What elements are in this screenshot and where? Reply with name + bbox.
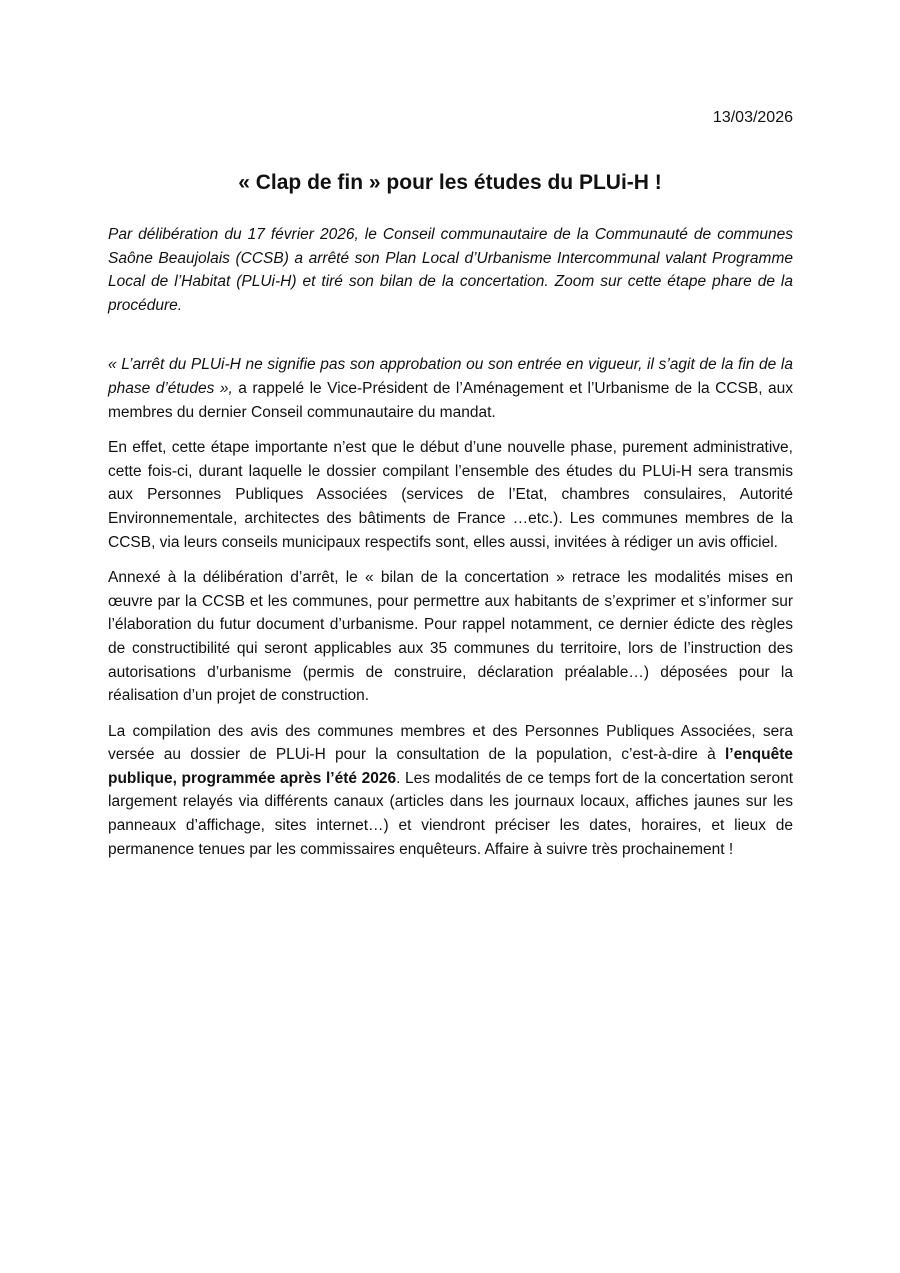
quote-text: « L’arrêt du PLUi-H ne signifie pas son approbation ou son entrée en vigueur, il s’agit de la fin de la phase d’études », (108, 356, 793, 397)
paragraph-public-inquiry (108, 720, 793, 862)
document-title: « Clap de fin » pour les études du PLUi-H ! (238, 171, 662, 194)
public-inquiry-text-after: . Les modalités de ce temps fort de la concertation seront largement relayés via différents canaux (articles dans les journaux locaux, affiches jaunes sur les panneaux d’affichage, sites internet…) et viendront préciser les dates, horaires, et lieux de permanence tenues par les commissaires enquêteurs. Affaire à suivre très prochainement ! (108, 769, 793, 858)
public-inquiry-highlight: l’enquête publique, programmée après l’été 2026 (108, 746, 793, 787)
paragraph-concertation-bilan: Annexé à la délibération d’arrêt, le « bilan de la concertation » retrace les modalités mises en œuvre par la CCSB et les communes, pour permettre aux habitants de s’exprimer et s’informer sur l’élaboration du futur document d’urbanisme. Pour rappel notamment, ce dernier édicte des règles de constructibilité qui seront applicables aux 35 communes du territoire, lors de l’instruction des autorisations d’urbanisme (permis de construire, déclaration préalable…) déposées pour la réalisation d’un projet de construction. (108, 569, 793, 705)
document-date: 13/03/2026 (712, 109, 793, 126)
paragraph-administrative-phase: En effet, cette étape importante n’est que le début d’une nouvelle phase, purement administrative, cette fois-ci, durant laquelle le dossier compilant l’ensemble des études du PLUi-H sera transmis aux Personnes Publiques Associées (services de l’Etat, chambres consulaires, Autorité Environnementale, architectes des bâtiments de France …etc.). Les communes membres de la CCSB, via leurs conseils municipaux respectifs sont, elles aussi, invitées à rédiger un avis officiel. (108, 439, 793, 551)
quote-attribution: a rappelé le Vice-Président de l’Aménagement et l’Urbanisme de la CCSB, aux membres du dernier Conseil communautaire du mandat. (108, 379, 793, 421)
public-inquiry-text-before: La compilation des avis des communes membres et des Personnes Publiques Associées, sera versée au dossier de PLUi-H pour la consultation de la population, c’est-à-dire à (108, 722, 793, 764)
document-body (108, 223, 793, 861)
intro-paragraph: Par délibération du 17 février 2026, le Conseil communautaire de la Communauté de communes Saône Beaujolais (CCSB) a arrêté son Plan Local d’Urbanisme Intercommunal valant Programme Local de l’Habitat (PLUi-H) et tiré son bilan de la concertation. Zoom sur cette étape phare de la procédure. (108, 226, 793, 314)
paragraph-quote (108, 353, 793, 424)
